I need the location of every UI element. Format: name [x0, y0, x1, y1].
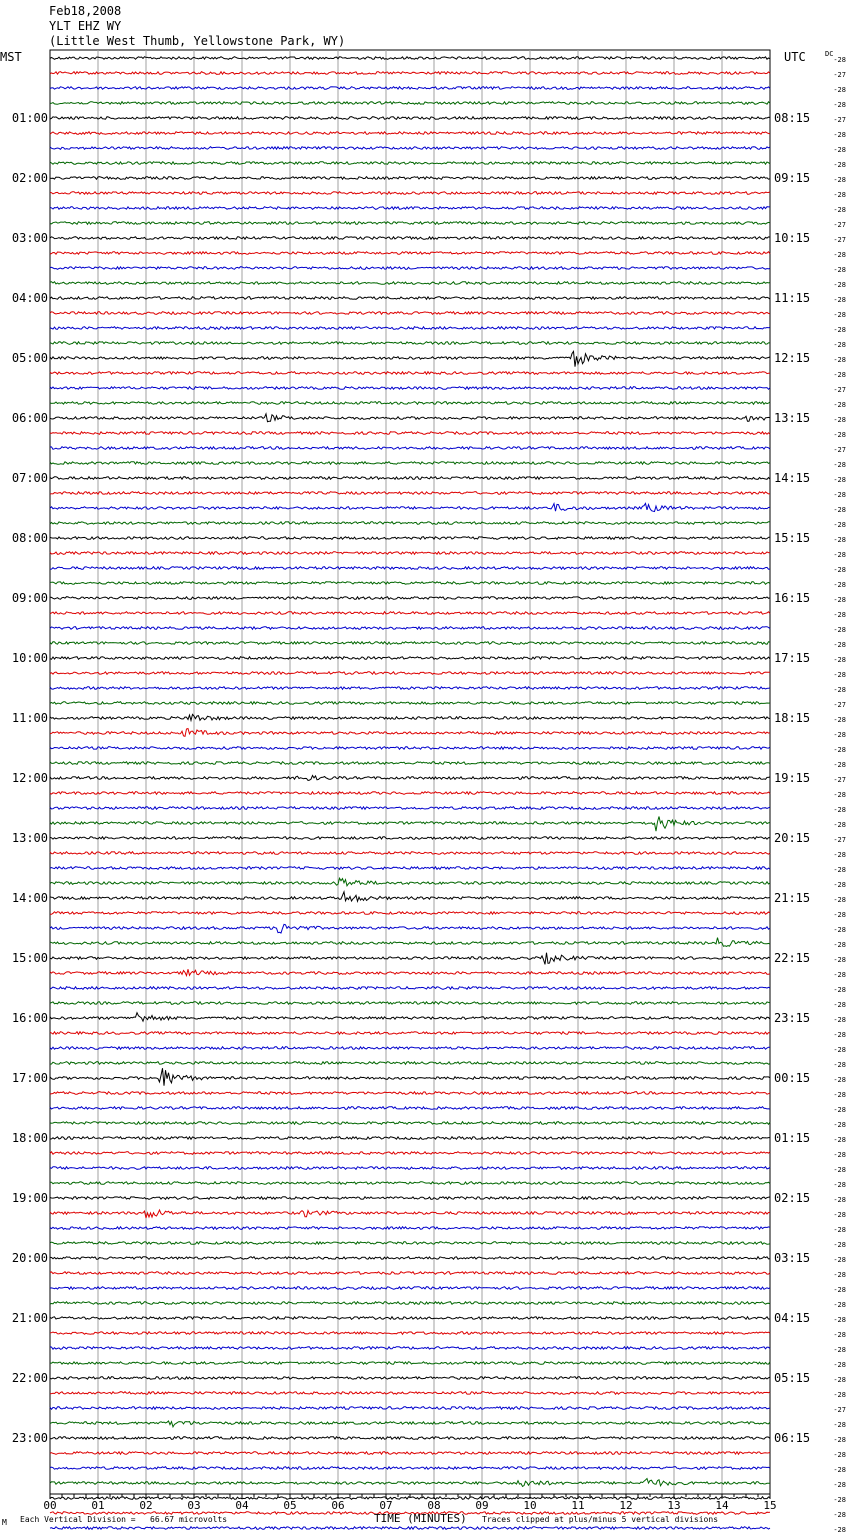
- dc-offset-label: -28: [833, 266, 846, 274]
- mst-hour-label: 22:00: [11, 1371, 48, 1385]
- x-tick-label: 13: [667, 1499, 681, 1512]
- trace-line: [50, 1467, 770, 1470]
- trace-line: [50, 837, 770, 840]
- dc-offset-label: -28: [833, 656, 846, 664]
- utc-hour-label: 13:15: [774, 411, 811, 425]
- trace-line: [50, 102, 770, 105]
- trace-line: [50, 1032, 770, 1035]
- trace-line: [50, 177, 770, 180]
- trace-line: [50, 402, 770, 405]
- dc-offset-label: -28: [833, 1226, 846, 1234]
- dc-offset-label: -28: [833, 761, 846, 769]
- dc-offset-label: -28: [833, 1391, 846, 1399]
- dc-offset-label: -28: [833, 326, 846, 334]
- dc-offset-label: -28: [833, 1256, 846, 1264]
- utc-hour-label: 02:15: [774, 1191, 811, 1205]
- x-tick-label: 12: [619, 1499, 633, 1512]
- dc-label: DC: [825, 50, 834, 58]
- trace-line: [50, 953, 770, 965]
- trace-line: [50, 1062, 770, 1065]
- trace-line: [50, 1068, 770, 1086]
- dc-offset-label: -28: [833, 1496, 846, 1504]
- trace-line: [50, 714, 770, 720]
- dc-offset-label: -28: [833, 821, 846, 829]
- dc-offset-label: -28: [833, 941, 846, 949]
- x-tick-label: 09: [475, 1499, 489, 1512]
- trace-line: [50, 147, 770, 150]
- dc-offset-label: -28: [833, 191, 846, 199]
- mst-hour-label: 03:00: [11, 231, 48, 245]
- header-location: (Little West Thumb, Yellowstone Park, WY): [49, 34, 346, 48]
- header-date: Feb18,2008: [49, 4, 122, 18]
- utc-hour-label: 15:15: [774, 531, 811, 545]
- dc-offset-label: -28: [833, 1166, 846, 1174]
- trace-line: [50, 432, 770, 435]
- trace-line: [50, 462, 770, 465]
- trace-line: [50, 747, 770, 750]
- trace-line: [50, 1122, 770, 1125]
- trace-line: [50, 477, 770, 480]
- dc-offset-label: -28: [833, 146, 846, 154]
- dc-offset-label: -28: [833, 1511, 846, 1519]
- trace-line: [50, 132, 770, 135]
- utc-hour-label: 04:15: [774, 1311, 811, 1325]
- footer-mark: M: [2, 1518, 7, 1527]
- trace-line: [50, 1332, 770, 1335]
- header-station: YLT EHZ WY: [49, 19, 122, 33]
- dc-offset-label: -27: [833, 836, 846, 844]
- trace-line: [50, 522, 770, 525]
- utc-hour-label: 11:15: [774, 291, 811, 305]
- mst-hour-label: 18:00: [11, 1131, 48, 1145]
- dc-offset-label: -28: [833, 716, 846, 724]
- x-tick-label: 04: [235, 1499, 249, 1512]
- x-tick-label: 02: [139, 1499, 153, 1512]
- dc-offset-label: -28: [833, 56, 846, 64]
- trace-line: [50, 702, 770, 705]
- dc-offset-label: -28: [833, 1301, 846, 1309]
- mst-hour-label: 01:00: [11, 111, 48, 125]
- trace-line: [50, 1421, 770, 1427]
- dc-offset-label: -28: [833, 896, 846, 904]
- trace-line: [50, 567, 770, 570]
- trace-line: [50, 1182, 770, 1185]
- x-tick-label: 10: [523, 1499, 537, 1512]
- utc-hour-label: 17:15: [774, 651, 811, 665]
- utc-hour-label: 21:15: [774, 891, 811, 905]
- dc-offset-label: -28: [833, 1331, 846, 1339]
- dc-offset-label: -27: [833, 116, 846, 124]
- x-axis-title: TIME (MINUTES): [374, 1512, 467, 1525]
- footer-clip-note: Traces clipped at plus/minus 5 vertical divisions: [482, 1515, 719, 1524]
- trace-line: [50, 657, 770, 660]
- utc-hour-label: 06:15: [774, 1431, 811, 1445]
- mst-hour-label: 17:00: [11, 1071, 48, 1085]
- dc-offset-label: -28: [833, 551, 846, 559]
- trace-line: [50, 969, 770, 975]
- left-axis-title: MST: [0, 50, 22, 64]
- dc-offset-label: -27: [833, 386, 846, 394]
- utc-hour-label: 20:15: [774, 831, 811, 845]
- trace-line: [50, 1452, 770, 1455]
- trace-line: [50, 1137, 770, 1140]
- dc-offset-label: -28: [833, 566, 846, 574]
- x-tick-label: 08: [427, 1499, 441, 1512]
- trace-line: [50, 312, 770, 315]
- dc-offset-label: -28: [833, 1136, 846, 1144]
- dc-offset-label: -27: [833, 446, 846, 454]
- utc-hour-label: 18:15: [774, 711, 811, 725]
- trace-line: [50, 1317, 770, 1320]
- trace-line: [50, 597, 770, 600]
- dc-offset-label: -28: [833, 611, 846, 619]
- dc-offset-label: -28: [833, 461, 846, 469]
- trace-line: [50, 642, 770, 645]
- mst-hour-label: 08:00: [11, 531, 48, 545]
- trace-line: [50, 372, 770, 375]
- trace-line: [50, 582, 770, 585]
- dc-offset-label: -28: [833, 521, 846, 529]
- utc-hour-label: 19:15: [774, 771, 811, 785]
- dc-offset-label: -28: [833, 476, 846, 484]
- mst-hour-label: 20:00: [11, 1251, 48, 1265]
- dc-offset-label: -28: [833, 956, 846, 964]
- trace-line: [50, 1047, 770, 1050]
- dc-offset-label: -28: [833, 881, 846, 889]
- trace-line: [50, 892, 770, 902]
- trace-line: [50, 192, 770, 195]
- trace-line: [50, 1377, 770, 1380]
- trace-line: [50, 222, 770, 225]
- dc-offset-label: -28: [833, 1451, 846, 1459]
- dc-offset-label: -28: [833, 506, 846, 514]
- trace-line: [50, 1479, 770, 1487]
- trace-line: [50, 1210, 770, 1218]
- dc-offset-label: -28: [833, 341, 846, 349]
- dc-offset-label: -28: [833, 851, 846, 859]
- dc-offset-label: -28: [833, 416, 846, 424]
- dc-offset-label: -28: [833, 1376, 846, 1384]
- utc-hour-label: 01:15: [774, 1131, 811, 1145]
- trace-line: [50, 1287, 770, 1290]
- x-tick-label: 07: [379, 1499, 393, 1512]
- trace-line: [50, 878, 770, 886]
- dc-offset-label: -28: [833, 581, 846, 589]
- dc-offset-label: -28: [833, 746, 846, 754]
- trace-line: [50, 1347, 770, 1350]
- trace-line: [50, 1392, 770, 1395]
- utc-hour-label: 03:15: [774, 1251, 811, 1265]
- dc-offset-label: -28: [833, 1466, 846, 1474]
- dc-offset-label: -28: [833, 1526, 846, 1534]
- trace-line: [50, 267, 770, 270]
- dc-offset-label: -28: [833, 101, 846, 109]
- trace-line: [50, 1407, 770, 1410]
- trace-line: [50, 447, 770, 450]
- mst-hour-label: 19:00: [11, 1191, 48, 1205]
- x-tick-label: 01: [91, 1499, 105, 1512]
- trace-line: [50, 762, 770, 765]
- dc-offset-label: -28: [833, 1091, 846, 1099]
- trace-line: [50, 537, 770, 540]
- trace-line: [50, 87, 770, 90]
- mst-hour-label: 10:00: [11, 651, 48, 665]
- trace-line: [50, 414, 770, 422]
- mst-hour-label: 21:00: [11, 1311, 48, 1325]
- utc-hour-label: 09:15: [774, 171, 811, 185]
- trace-line: [50, 1152, 770, 1155]
- dc-offset-label: -28: [833, 1181, 846, 1189]
- dc-offset-label: -28: [833, 791, 846, 799]
- utc-hour-label: 05:15: [774, 1371, 811, 1385]
- x-tick-label: 03: [187, 1499, 201, 1512]
- trace-line: [50, 1107, 770, 1110]
- dc-offset-label: -28: [833, 1031, 846, 1039]
- trace-line: [50, 612, 770, 615]
- x-tick-label: 05: [283, 1499, 297, 1512]
- dc-offset-label: -28: [833, 356, 846, 364]
- dc-offset-label: -28: [833, 431, 846, 439]
- trace-line: [50, 1437, 770, 1440]
- x-tick-label: 06: [331, 1499, 345, 1512]
- trace-line: [50, 282, 770, 285]
- dc-offset-label: -28: [833, 1046, 846, 1054]
- dc-offset-label: -28: [833, 866, 846, 874]
- trace-line: [50, 1497, 770, 1500]
- dc-offset-label: -28: [833, 986, 846, 994]
- trace-line: [50, 817, 770, 832]
- dc-offset-label: -28: [833, 1286, 846, 1294]
- right-axis-title: UTC: [784, 50, 806, 64]
- trace-line: [50, 924, 770, 933]
- dc-offset-label: -28: [833, 1361, 846, 1369]
- trace-line: [50, 342, 770, 345]
- dc-offset-label: -28: [833, 1271, 846, 1279]
- trace-line: [50, 1227, 770, 1230]
- dc-offset-label: -28: [833, 641, 846, 649]
- utc-hour-label: 14:15: [774, 471, 811, 485]
- dc-offset-label: -27: [833, 221, 846, 229]
- mst-hour-label: 12:00: [11, 771, 48, 785]
- dc-offset-label: -28: [833, 686, 846, 694]
- trace-line: [50, 776, 770, 781]
- dc-offset-label: -28: [833, 731, 846, 739]
- utc-hour-label: 08:15: [774, 111, 811, 125]
- trace-line: [50, 627, 770, 630]
- utc-hour-label: 00:15: [774, 1071, 811, 1085]
- dc-offset-label: -28: [833, 1151, 846, 1159]
- dc-offset-label: -28: [833, 296, 846, 304]
- dc-offset-label: -28: [833, 1211, 846, 1219]
- dc-offset-label: -28: [833, 1241, 846, 1249]
- dc-offset-label: -28: [833, 491, 846, 499]
- dc-offset-label: -28: [833, 1346, 846, 1354]
- dc-offset-label: -28: [833, 1001, 846, 1009]
- dc-offset-label: -28: [833, 401, 846, 409]
- trace-line: [50, 492, 770, 495]
- trace-line: [50, 1362, 770, 1365]
- mst-hour-label: 14:00: [11, 891, 48, 905]
- dc-offset-label: -28: [833, 1421, 846, 1429]
- trace-line: [50, 867, 770, 870]
- trace-line: [50, 792, 770, 795]
- trace-line: [50, 1002, 770, 1005]
- trace-line: [50, 327, 770, 330]
- trace-line: [50, 1013, 770, 1022]
- dc-offset-label: -28: [833, 176, 846, 184]
- dc-offset-label: -28: [833, 206, 846, 214]
- trace-line: [50, 503, 770, 511]
- trace-line: [50, 1197, 770, 1200]
- trace-line: [50, 1167, 770, 1170]
- trace-line: [50, 387, 770, 390]
- dc-offset-label: -28: [833, 911, 846, 919]
- x-tick-label: 00: [43, 1499, 57, 1512]
- dc-offset-label: -28: [833, 671, 846, 679]
- trace-line: [50, 1092, 770, 1095]
- trace-line: [50, 252, 770, 255]
- dc-offset-label: -28: [833, 131, 846, 139]
- dc-offset-label: -27: [833, 701, 846, 709]
- trace-line: [50, 57, 770, 60]
- dc-offset-label: -28: [833, 536, 846, 544]
- trace-line: [50, 912, 770, 915]
- trace-line: [50, 687, 770, 690]
- dc-offset-label: -28: [833, 1016, 846, 1024]
- dc-offset-label: -28: [833, 1316, 846, 1324]
- trace-line: [50, 117, 770, 120]
- dc-offset-label: -28: [833, 971, 846, 979]
- dc-offset-label: -28: [833, 251, 846, 259]
- trace-line: [50, 1272, 770, 1275]
- trace-line: [50, 807, 770, 810]
- utc-hour-label: 10:15: [774, 231, 811, 245]
- dc-offset-label: -28: [833, 1076, 846, 1084]
- dc-offset-label: -28: [833, 806, 846, 814]
- utc-hour-label: 23:15: [774, 1011, 811, 1025]
- dc-offset-label: -27: [833, 1406, 846, 1414]
- trace-line: [50, 237, 770, 240]
- mst-hour-label: 02:00: [11, 171, 48, 185]
- dc-offset-label: -28: [833, 1436, 846, 1444]
- dc-offset-label: -28: [833, 1106, 846, 1114]
- dc-offset-label: -28: [833, 311, 846, 319]
- trace-line: [50, 729, 770, 737]
- trace-line: [50, 1257, 770, 1260]
- trace-line: [50, 351, 770, 366]
- dc-offset-label: -27: [833, 776, 846, 784]
- mst-hour-label: 04:00: [11, 291, 48, 305]
- trace-line: [50, 1302, 770, 1305]
- dc-offset-label: -28: [833, 281, 846, 289]
- utc-hour-label: 12:15: [774, 351, 811, 365]
- utc-hour-label: 22:15: [774, 951, 811, 965]
- dc-offset-label: -28: [833, 596, 846, 604]
- dc-offset-label: -28: [833, 626, 846, 634]
- x-tick-label: 14: [715, 1499, 729, 1512]
- mst-hour-label: 09:00: [11, 591, 48, 605]
- mst-hour-label: 13:00: [11, 831, 48, 845]
- mst-hour-label: 11:00: [11, 711, 48, 725]
- trace-line: [50, 938, 770, 947]
- mst-hour-label: 06:00: [11, 411, 48, 425]
- x-tick-label: 11: [571, 1499, 585, 1512]
- trace-line: [50, 987, 770, 990]
- trace-line: [50, 162, 770, 165]
- dc-offset-label: -28: [833, 1061, 846, 1069]
- utc-hour-label: 16:15: [774, 591, 811, 605]
- trace-line: [50, 72, 770, 75]
- dc-offset-label: -27: [833, 71, 846, 79]
- trace-line: [50, 672, 770, 675]
- mst-hour-label: 15:00: [11, 951, 48, 965]
- dc-offset-label: -28: [833, 161, 846, 169]
- dc-offset-label: -28: [833, 1196, 846, 1204]
- mst-hour-label: 07:00: [11, 471, 48, 485]
- footer-scale-note: Each Vertical Division = 66.67 microvolts: [20, 1515, 228, 1524]
- dc-offset-label: -28: [833, 1481, 846, 1489]
- trace-line: [50, 552, 770, 555]
- trace-line: [50, 1527, 770, 1530]
- mst-hour-label: 23:00: [11, 1431, 48, 1445]
- trace-line: [50, 297, 770, 300]
- dc-offset-label: -27: [833, 236, 846, 244]
- trace-line: [50, 852, 770, 855]
- mst-hour-label: 16:00: [11, 1011, 48, 1025]
- mst-hour-label: 05:00: [11, 351, 48, 365]
- x-tick-label: 15: [763, 1499, 777, 1512]
- dc-offset-label: -28: [833, 1121, 846, 1129]
- trace-line: [50, 207, 770, 210]
- dc-offset-label: -28: [833, 926, 846, 934]
- dc-offset-label: -28: [833, 86, 846, 94]
- dc-offset-label: -28: [833, 371, 846, 379]
- trace-line: [50, 1242, 770, 1245]
